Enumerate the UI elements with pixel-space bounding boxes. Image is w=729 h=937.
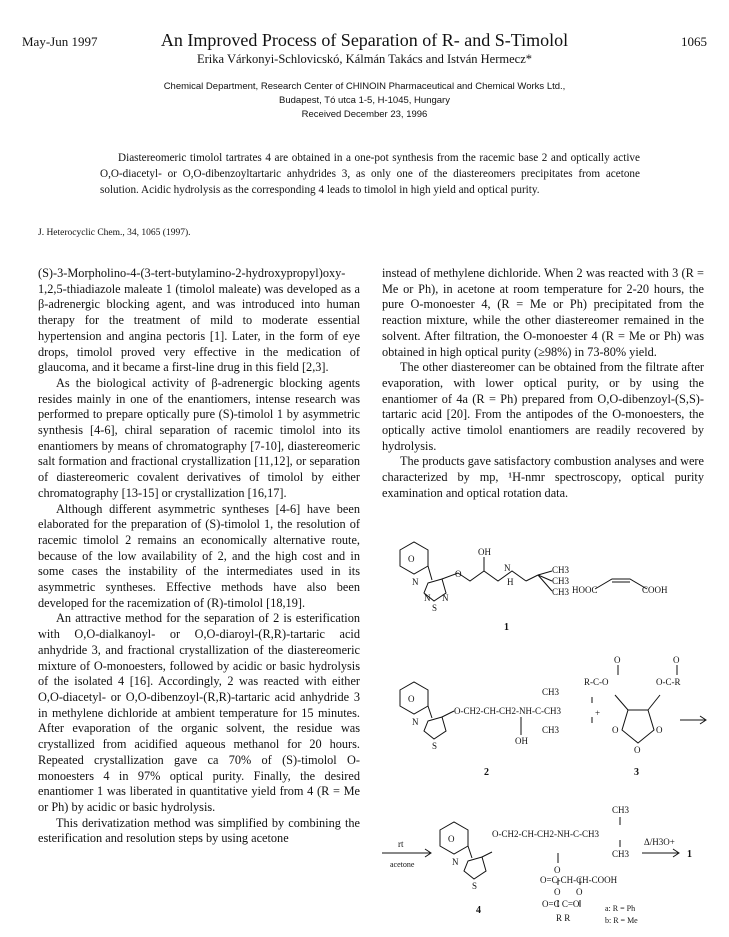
ring-s-2: S <box>432 741 438 751</box>
anhydride-ring-3 <box>622 710 654 743</box>
carbonyl-o-3a: O <box>614 655 621 665</box>
affiliation-line2: Budapest, Tó utca 1-5, H-1045, Hungary <box>279 95 450 106</box>
right-column <box>382 266 704 502</box>
abstract: Diastereomeric timolol tartrates 4 are obtained in a one-pot synthesis from the racemic base 2 and optically active O,O-diacetyl- or O,O-dibenzoyltartaric anhydrides 3, as only one of the diastereomers precipitates from acetone solution. Acidic hydrolysis as the corresponding 4 leads to timolol in high yield and optical purity. <box>100 152 640 196</box>
compound-label-3: 3 <box>634 767 639 778</box>
paragraph: The other diastereomer can be obtained from the filtrate after evaporation, with lower optical purity, or by using the enantiomer of 4a (R = Ph) prepared from O,O-dibenzoyl-(S,S)-tartaric acid [20]. From the antipodes of the O-monoesters, the optically active timolol enantiomers are readily recovered by hydrolysis. <box>382 360 704 453</box>
paper-title: An Improved Process of Separation of R- and S-Timolol <box>160 30 569 50</box>
ch3-label-1a: CH3 <box>552 565 570 575</box>
product-label-1: 1 <box>687 849 692 860</box>
authors: Erika Várkonyi-Schlovicskó, Kálmán Takács and István Hermecz* <box>196 52 533 66</box>
ch3-label-2b: CH3 <box>542 725 560 735</box>
acyl-line-4: O=C C=O <box>542 899 580 909</box>
legend-b: b: R = Me <box>605 916 638 925</box>
anhydride-o-ring: O <box>634 745 641 755</box>
ring-s-1: S <box>432 603 438 613</box>
ring-n-1: N <box>412 577 419 587</box>
reaction-scheme <box>380 535 720 930</box>
left-column <box>38 266 360 847</box>
maleic-hooc: HOOC <box>572 585 598 595</box>
chain-4: O-CH2-CH-CH2-NH-C-CH3 <box>492 829 599 839</box>
ring-o-1: O <box>408 554 415 564</box>
ch3-label-4b: CH3 <box>612 849 630 859</box>
oh-label-1: OH <box>478 547 491 557</box>
anhydride-acyl-right: O-C-R <box>656 677 681 687</box>
condition-acetone: acetone <box>390 860 415 869</box>
nh-label-1: N <box>504 563 511 573</box>
maleic-cooh: COOH <box>642 585 668 595</box>
ring-n-1c: N <box>442 593 449 603</box>
paragraph: This derivatization method was simplified by combining the esterification and resolution steps by using acetone <box>38 815 360 846</box>
thiadiazole-ring-2 <box>424 717 446 739</box>
legend-a: a: R = Ph <box>605 904 636 913</box>
acyl-o-4a: O <box>554 887 561 897</box>
ch3-label-1c: CH3 <box>552 587 570 597</box>
ch3-label-1b: CH3 <box>552 576 570 586</box>
compound-label-2: 2 <box>484 767 489 778</box>
condition-hydrolysis: Δ/H3O+ <box>644 837 675 847</box>
r-line-4: R R <box>556 913 571 923</box>
plus-sign: + <box>595 708 601 718</box>
ring-o-4: O <box>448 834 455 844</box>
anhydride-acyl-left: R-C-O <box>584 677 609 687</box>
paragraph: (S)-3-Morpholino-4-(3-tert-butylamino-2-hydroxypropyl)oxy-1,2,5-thiadiazole maleate 1 (timolol maleate) was developed as a β-adrenergic blocking agent, and was introduced into human therapy for the treatment of mild to moderate essential hypertension and angina pectoris [1]. Later, in the form of eye drops, timolol proved very effective in the medication of glaucoma, and it became a first-line drug in this field [2,3]. <box>38 266 360 375</box>
compound-label-4: 4 <box>476 905 481 916</box>
ring-o-2: O <box>408 694 415 704</box>
ester-line-4: O=C-CH-CH-COOH <box>540 875 618 885</box>
citation: J. Heterocyclic Chem., 34, 1065 (1997). <box>38 228 191 238</box>
header-date: May-Jun 1997 <box>22 34 98 49</box>
carbonyl-o-3b: O <box>673 655 680 665</box>
ch3-label-4a: CH3 <box>612 805 630 815</box>
ester-o-4: O <box>554 865 561 875</box>
condition-rt: rt <box>398 839 404 849</box>
thiadiazole-ring-4 <box>464 857 486 879</box>
ring-s-4: S <box>472 881 478 891</box>
acyl-o-4b: O <box>576 887 583 897</box>
ring-n-2: N <box>412 717 419 727</box>
ether-o-1: O <box>455 569 462 579</box>
chain-2: O-CH2-CH-CH2-NH-C-CH3 <box>454 706 561 716</box>
paragraph: Although different asymmetric syntheses [4-6] have been elaborated for the preparation of (S)-timolol 1, the resolution of racemic timolol 2 remains an economically alternative route, because of the low availability of 2, and the high cost and in some cases the instability of the intermediates used in its asymmetric syntheses. Effective methods have also been developed for the racemization of (R)-timolol [18,19]. <box>38 501 360 610</box>
received-date: Received December 23, 1996 <box>301 109 428 120</box>
affiliation-line1: Chemical Department, Research Center of CHINOIN Pharmaceutical and Chemical Works Ltd., <box>163 81 566 92</box>
page-number: 1065 <box>681 34 707 49</box>
compound-label-1: 1 <box>504 622 509 633</box>
anhydride-o-right: O <box>656 725 663 735</box>
paragraph: An attractive method for the separation of 2 is esterification with O,O-dialkanoyl- or O,O-diaroyl-(R,R)-tartaric acid anhydride 3, and fractional crystallization of the diastereomeric mixture of O-monoesters, followed by acidic or basic hydrolysis of the isolated 4 [16]. Accordingly, 2 was reacted with either O,O-diacetyl- or O,O-dibenzoyl-(R,R)-tartaric acid anhydride 3 in methylene dichloride at ambient temperature for 15 minutes. After evaporation of the organic solvent, the residue was crystallized from acidified aqueous methanol for 20 hours. Repeated crystallization gave ca 70% of (S)-timolol O-monoesters 4 in 97% optical purity. Finally, the desired enantiomer 1 was liberated in quantitative yield from 4 (R = Me or Ph) by acidic or basic hydrolysis. <box>38 611 360 814</box>
ch3-label-2a: CH3 <box>542 687 560 697</box>
oh-label-2: OH <box>515 736 528 746</box>
anhydride-o-left: O <box>612 725 619 735</box>
paragraph: The products gave satisfactory combustion analyses and were characterized by mp, ¹H-nmr spectroscopy, optical purity examination and optical rotation data. <box>382 454 704 500</box>
h-label-1: H <box>507 577 514 587</box>
paragraph: As the biological activity of β-adrenergic blocking agents resides mainly in one of the enantiomers, intense research was performed to prepare optically pure (S)-timolol 1 by asymmetric synthesis [4-6], chiral separation of racemic timolol into its enantiomers by means of chromatography [7-10], diastereomeric salt formation and fractional crystallization [11,12], or separation of diastereomeric covalent derivatives of timolol by either chromatography [13-15] or crystallization [16,17]. <box>38 375 360 500</box>
paragraph: instead of methylene dichloride. When 2 was reacted with 3 (R = Me or Ph), in acetone at room temperature for 2-20 hours, the pure O-monoester 4, (R = Me or Ph) precipitated from the reaction mixture, while the other diastereomer remained in the solvent. After filtration, the O-monoester 4 (R = Me or Ph) was obtained in high optical purity (≥98%) in 73-80% yield. <box>382 266 704 359</box>
ring-n-4: N <box>452 857 459 867</box>
ring-n-1b: N <box>424 593 431 603</box>
